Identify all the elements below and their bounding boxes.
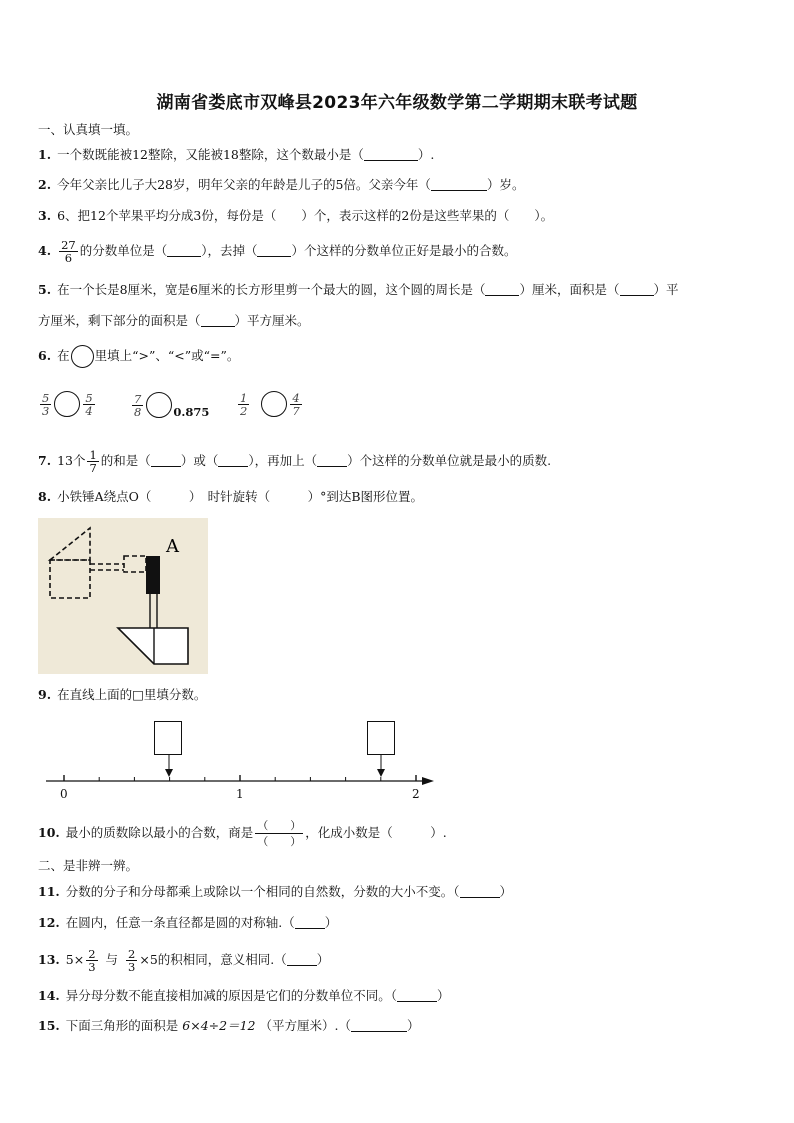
answer-blank[interactable] xyxy=(295,916,325,929)
question-number: 3. xyxy=(38,208,52,223)
dashed-head-shape xyxy=(124,556,146,572)
question-text: 在圆内，任意一条直径都是圆的对称轴.（ xyxy=(65,915,295,930)
question-2 xyxy=(38,177,524,193)
question-text: 今年父亲比儿子大28岁，明年父亲的年龄是儿子的5倍。父亲今年（ xyxy=(57,177,431,192)
question-text: ）岁。 xyxy=(486,177,525,192)
blank-fraction[interactable]: $\frac{( )}{( )}$ xyxy=(257,819,302,848)
question-number: 4. xyxy=(38,243,52,258)
question-15 xyxy=(38,1018,419,1034)
fraction: $\frac{7}{8}$ xyxy=(134,391,142,419)
fraction: $\frac{5}{3}$ xyxy=(42,390,50,418)
question-text: 在直线上面的□里填分数。 xyxy=(57,687,207,702)
tick-label-2: 2 xyxy=(412,787,420,801)
number-line-figure xyxy=(38,715,438,805)
question-text: （平方厘米）.（ xyxy=(259,1018,351,1033)
answer-blank[interactable] xyxy=(351,1019,407,1032)
question-text: ）厘米，面积是（ xyxy=(519,282,620,297)
question-1 xyxy=(38,147,434,163)
hammer-head-shape xyxy=(146,556,160,594)
question-text: 分数的分子和分母都乘上或除以一个相同的自然数，分数的大小不变。（ xyxy=(65,884,460,899)
question-6 xyxy=(38,344,239,368)
compare-item-3 xyxy=(236,391,304,417)
question-text: 里填上“>”、“<”或“=”。 xyxy=(94,348,240,363)
question-text: ）或（ xyxy=(180,453,219,468)
question-5-continued xyxy=(38,313,310,329)
compare-item-2 xyxy=(130,391,209,419)
compare-item-1 xyxy=(38,391,97,417)
section-heading-2: 二、是非辨一辨。 xyxy=(38,858,139,873)
question-11 xyxy=(38,884,512,900)
decimal-value: 0.875 xyxy=(173,405,210,419)
tick-marks xyxy=(64,775,416,781)
dashed-triangle-shape xyxy=(50,528,90,560)
point-a-label: A xyxy=(166,536,179,557)
triangle-base-shape xyxy=(118,628,188,664)
question-number: 5. xyxy=(38,282,52,297)
answer-blank[interactable] xyxy=(431,178,487,191)
axis-arrow-icon xyxy=(422,777,434,785)
question-text: 小铁锤A绕点O（ ） 时针旋转（ ）°到达B图形位置。 xyxy=(57,489,424,504)
answer-blank[interactable] xyxy=(460,885,500,898)
tick-label-1: 1 xyxy=(236,787,244,801)
question-3 xyxy=(38,208,553,224)
question-text: 方厘米，剩下部分的面积是（ xyxy=(38,313,201,328)
fraction: $\frac{5}{4}$ xyxy=(85,390,93,418)
fraction: $\frac{1}{2}$ xyxy=(240,390,248,418)
question-5 xyxy=(38,282,679,298)
question-number: 14. xyxy=(38,988,60,1003)
question-text: ）个这样的分数单位正好是最小的合数。 xyxy=(291,243,517,258)
question-text: ）平方厘米。 xyxy=(234,313,310,328)
rotation-figure xyxy=(38,518,208,674)
question-text: 与 xyxy=(105,952,119,967)
question-number: 2. xyxy=(38,177,52,192)
question-text: 异分母分数不能直接相加减的原因是它们的分数单位不同。（ xyxy=(65,988,398,1003)
tick-label-0: 0 xyxy=(60,787,68,801)
question-text: ） xyxy=(437,988,450,1003)
fraction: $\frac{2}{3}$ xyxy=(88,947,96,974)
answer-blank[interactable] xyxy=(397,989,437,1002)
question-text: ）. xyxy=(417,147,435,162)
question-4 xyxy=(38,236,517,266)
fraction: $\frac{27}{6}$ xyxy=(61,238,76,265)
arrow-head-icon xyxy=(165,769,173,777)
arrow-head-icon xyxy=(377,769,385,777)
answer-blank[interactable] xyxy=(151,454,181,467)
question-number: 11. xyxy=(38,884,60,899)
question-text: 一个数既能被12整除，又能被18整除，这个数最小是（ xyxy=(57,147,364,162)
question-14 xyxy=(38,988,450,1004)
question-text: ），去掉（ xyxy=(201,243,258,258)
question-text: ） xyxy=(324,915,338,930)
answer-blank[interactable] xyxy=(201,314,235,327)
answer-blank[interactable] xyxy=(317,454,347,467)
question-number: 6. xyxy=(38,348,52,363)
answer-blank[interactable] xyxy=(167,244,201,257)
question-text: 的分数单位是（ xyxy=(79,243,168,258)
question-13 xyxy=(38,944,329,976)
question-text: 6、把12个苹果平均分成3份，每份是（ ）个，表示这样的2份是这些苹果的（ ）。 xyxy=(57,208,554,223)
answer-blank[interactable] xyxy=(287,953,317,966)
compare-circle[interactable] xyxy=(54,391,80,417)
question-text: 最小的质数除以最小的合数，商是 xyxy=(65,825,254,840)
question-number: 13. xyxy=(38,952,60,967)
answer-blank[interactable] xyxy=(620,283,654,296)
question-text: ）平 xyxy=(653,282,679,297)
fraction: $\frac{4}{7}$ xyxy=(292,390,300,418)
question-text: ） xyxy=(499,884,513,899)
question-text: ）个这样的分数单位就是最小的质数. xyxy=(347,453,552,468)
question-number: 9. xyxy=(38,687,52,702)
hammer-diagram xyxy=(38,518,208,674)
page-title: 湖南省娄底市双峰县2023年六年级数学第二学期期末联考试题 xyxy=(156,93,638,113)
question-number: 1. xyxy=(38,147,52,162)
compare-circle[interactable] xyxy=(71,345,94,368)
question-text: 13个 xyxy=(57,453,86,468)
dashed-square-shape xyxy=(50,560,90,598)
question-text: 的和是（ xyxy=(100,453,151,468)
fraction: $\frac{2}{3}$ xyxy=(128,947,136,974)
answer-blank[interactable] xyxy=(485,283,519,296)
compare-circle[interactable] xyxy=(261,391,287,417)
question-9 xyxy=(38,687,206,703)
question-number: 15. xyxy=(38,1018,60,1033)
formula: 6×4÷2＝12 xyxy=(182,1018,256,1033)
fraction: $\frac{1}{7}$ xyxy=(89,448,97,475)
question-text: 5× xyxy=(65,952,85,967)
answer-blank[interactable] xyxy=(218,454,248,467)
question-number: 8. xyxy=(38,489,52,504)
question-text: 在 xyxy=(57,348,70,363)
question-text: 在一个长是8厘米，宽是6厘米的长方形里剪一个最大的圆，这个圆的周长是（ xyxy=(57,282,486,297)
question-text: ，化成小数是（ ）. xyxy=(305,825,447,840)
question-number: 12. xyxy=(38,915,60,930)
question-text: ） xyxy=(406,1018,420,1033)
question-10 xyxy=(38,815,447,851)
compare-circle[interactable] xyxy=(146,392,172,418)
question-number: 7. xyxy=(38,453,52,468)
question-12 xyxy=(38,915,337,931)
question-number: 10. xyxy=(38,825,60,840)
section-heading-1: 一、认真填一填。 xyxy=(38,122,139,137)
question-8 xyxy=(38,489,423,505)
question-text: 下面三角形的面积是 xyxy=(65,1018,179,1033)
answer-blank[interactable] xyxy=(257,244,291,257)
question-text: ×5的积相同，意义相同.（ xyxy=(139,952,287,967)
question-text: ），再加上（ xyxy=(248,453,318,468)
question-text: ） xyxy=(316,952,330,967)
question-7 xyxy=(38,446,551,476)
answer-blank[interactable] xyxy=(364,148,418,161)
